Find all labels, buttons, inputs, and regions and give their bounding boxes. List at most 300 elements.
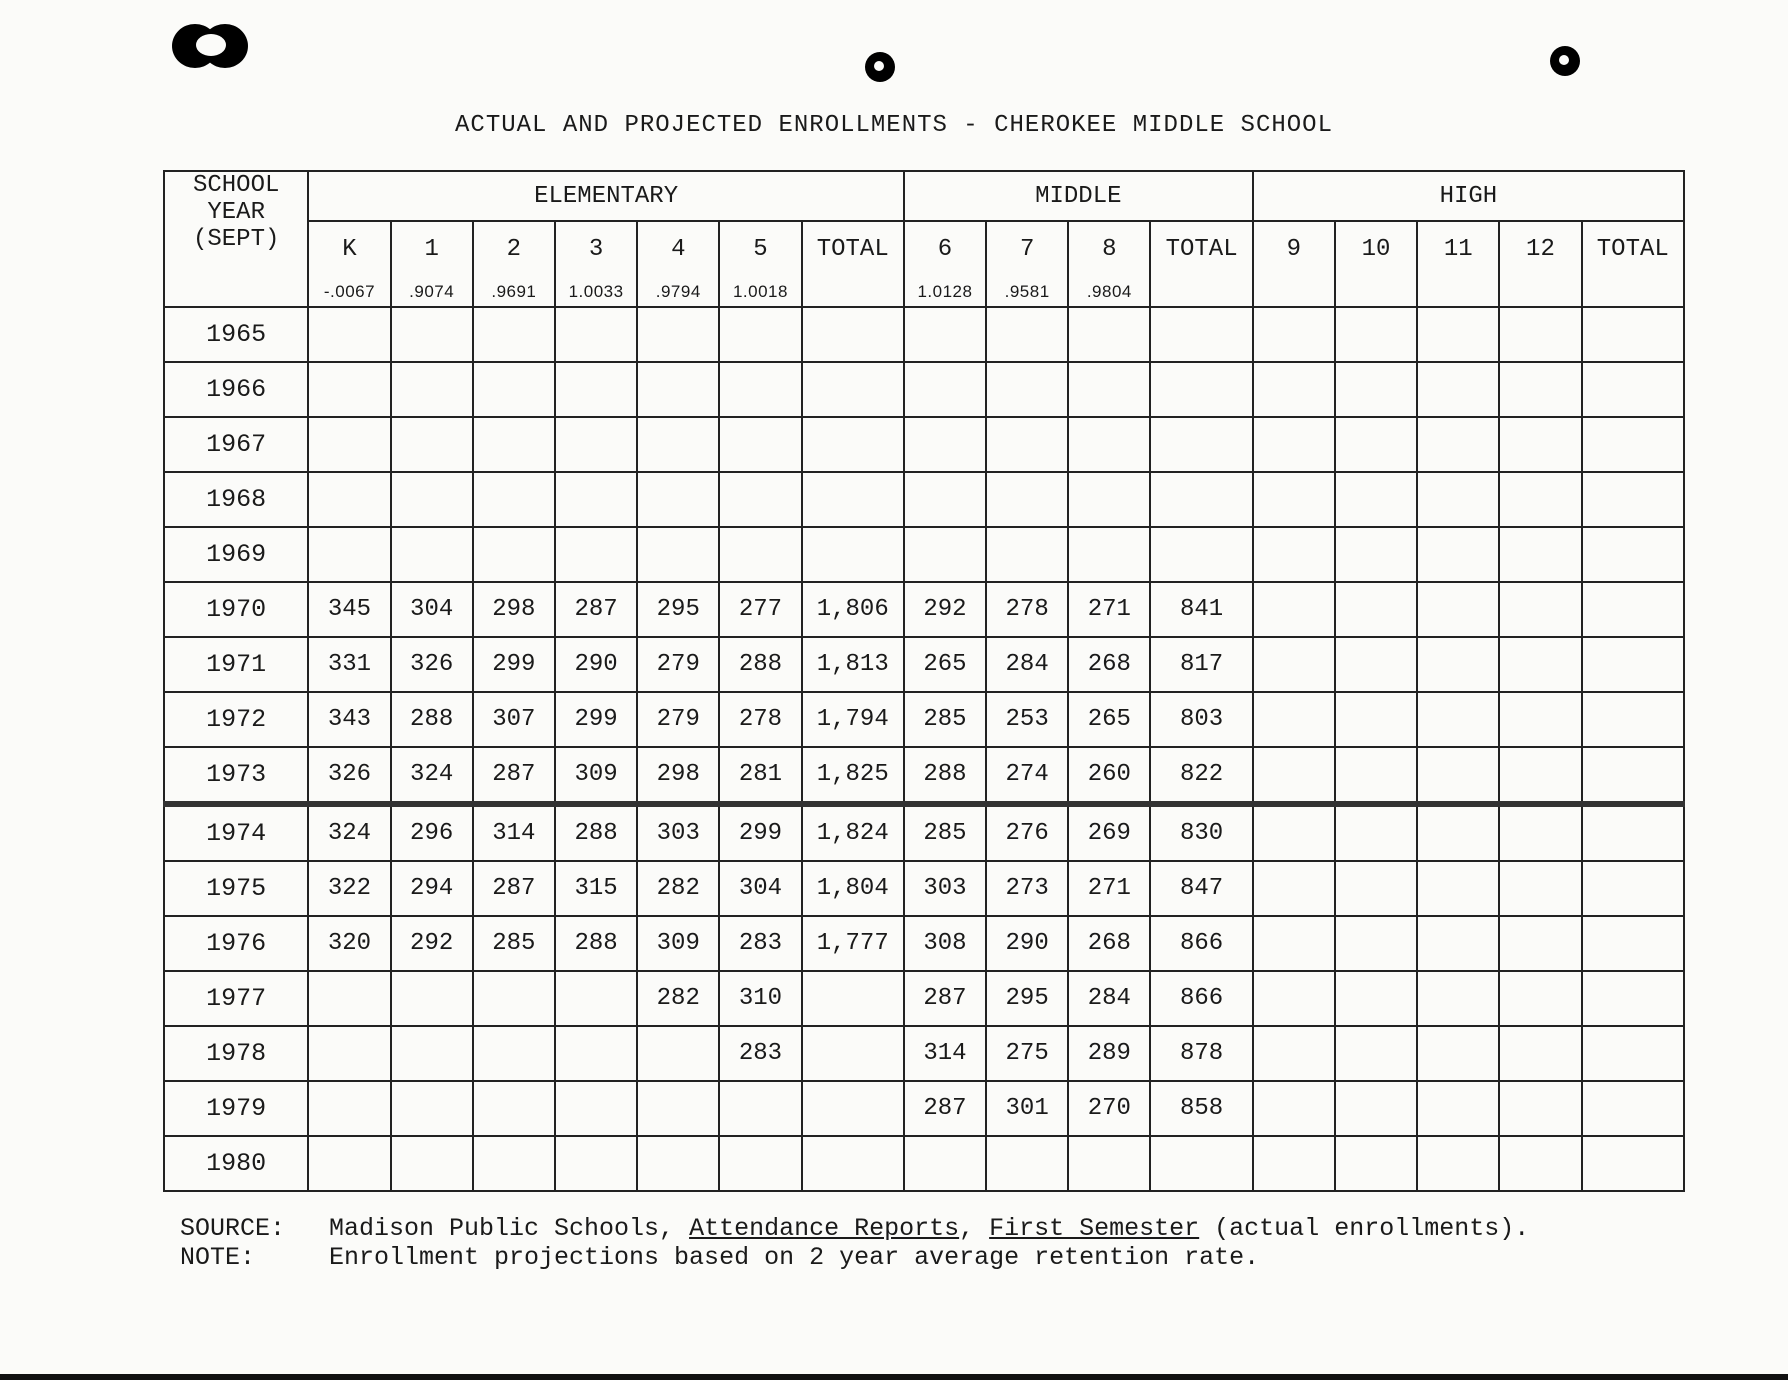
enrollment-cell: 288	[904, 747, 986, 804]
column-label: 7	[1019, 236, 1035, 263]
enrollment-cell: 817	[1150, 637, 1252, 692]
enrollment-cell	[1417, 472, 1499, 527]
enrollment-cell	[1417, 804, 1499, 861]
table-row	[164, 1136, 1684, 1191]
enrollment-cell: 1,806	[802, 582, 904, 637]
enrollment-cell	[1150, 472, 1252, 527]
enrollment-cell	[1499, 1136, 1581, 1191]
enrollment-cell: 289	[1068, 1026, 1150, 1081]
table-row	[164, 1081, 1684, 1136]
enrollment-cell	[1335, 861, 1417, 916]
enrollment-cell: 303	[904, 861, 986, 916]
enrollment-cell: 1,804	[802, 861, 904, 916]
enrollment-cell	[1499, 582, 1581, 637]
enrollment-cell	[1582, 417, 1684, 472]
enrollment-cell	[473, 1136, 555, 1191]
enrollment-cell	[637, 1136, 719, 1191]
enrollment-cell	[391, 472, 473, 527]
table-row	[164, 747, 1684, 804]
column-header	[986, 221, 1068, 307]
enrollment-cell: 271	[1068, 861, 1150, 916]
enrollment-cell	[1499, 916, 1581, 971]
enrollment-cell	[1582, 804, 1684, 861]
enrollment-cell	[802, 417, 904, 472]
enrollment-cell: 345	[308, 582, 390, 637]
enrollment-cell	[1417, 307, 1499, 362]
enrollment-cell: 299	[555, 692, 637, 747]
table-row	[164, 307, 1684, 362]
enrollment-cell: 282	[637, 971, 719, 1026]
enrollment-cell: 803	[1150, 692, 1252, 747]
enrollment-cell: 298	[473, 582, 555, 637]
enrollment-cell	[1253, 861, 1335, 916]
enrollment-cell	[1582, 1081, 1684, 1136]
column-header	[719, 221, 801, 307]
enrollment-cell: 281	[719, 747, 801, 804]
retention-rate: 1.0018	[732, 282, 788, 301]
enrollment-cell: 866	[1150, 971, 1252, 1026]
retention-rate: .9581	[1004, 282, 1050, 301]
enrollment-cell: 331	[308, 637, 390, 692]
retention-rate: -.0067	[323, 282, 376, 301]
enrollment-cell	[1582, 637, 1684, 692]
enrollment-cell	[1335, 916, 1417, 971]
enrollment-cell	[1499, 1026, 1581, 1081]
enrollment-cell: 287	[473, 861, 555, 916]
school-year-header: SCHOOL YEAR (SEPT)	[164, 171, 308, 307]
enrollment-cell	[1582, 307, 1684, 362]
enrollment-cell	[1253, 916, 1335, 971]
enrollment-cell	[1335, 1136, 1417, 1191]
column-header	[1068, 221, 1150, 307]
enrollment-cell	[1417, 861, 1499, 916]
enrollment-cell: 269	[1068, 804, 1150, 861]
enrollment-cell: 1,777	[802, 916, 904, 971]
enrollment-cell	[1499, 971, 1581, 1026]
enrollment-cell: 324	[391, 747, 473, 804]
column-header	[473, 221, 555, 307]
year-cell: 1969	[164, 527, 308, 582]
enrollment-cell: 295	[986, 971, 1068, 1026]
year-cell: 1976	[164, 916, 308, 971]
enrollment-cell	[1582, 916, 1684, 971]
year-cell: 1978	[164, 1026, 308, 1081]
enrollment-cell	[1499, 417, 1581, 472]
enrollment-cell	[637, 1026, 719, 1081]
enrollment-cell	[719, 527, 801, 582]
retention-rate: .9074	[409, 282, 455, 301]
enrollment-cell: 276	[986, 804, 1068, 861]
enrollment-cell	[637, 307, 719, 362]
enrollment-cell	[473, 971, 555, 1026]
enrollment-cell	[473, 307, 555, 362]
table-row	[164, 971, 1684, 1026]
enrollment-cell: 288	[555, 804, 637, 861]
enrollment-cell	[473, 417, 555, 472]
enrollment-cell	[1582, 527, 1684, 582]
enrollment-cell: 324	[308, 804, 390, 861]
enrollment-cell	[1335, 747, 1417, 804]
enrollment-cell	[1499, 692, 1581, 747]
table-row	[164, 362, 1684, 417]
enrollment-cell: 290	[555, 637, 637, 692]
enrollment-cell: 310	[719, 971, 801, 1026]
table-row	[164, 582, 1684, 637]
enrollment-cell	[986, 362, 1068, 417]
enrollment-cell	[719, 417, 801, 472]
enrollment-cell: 282	[637, 861, 719, 916]
enrollment-cell	[1417, 637, 1499, 692]
document-title: ACTUAL AND PROJECTED ENROLLMENTS - CHEROKEE MIDDLE SCHOOL	[455, 112, 1333, 139]
enrollment-cell	[1582, 582, 1684, 637]
enrollment-cell	[1253, 582, 1335, 637]
column-header	[802, 221, 904, 307]
enrollment-cell	[1417, 692, 1499, 747]
enrollment-cell	[904, 472, 986, 527]
enrollment-cell: 343	[308, 692, 390, 747]
enrollment-cell	[986, 472, 1068, 527]
enrollment-cell	[1499, 637, 1581, 692]
enrollment-cell	[1582, 1026, 1684, 1081]
enrollment-cell: 253	[986, 692, 1068, 747]
year-cell: 1968	[164, 472, 308, 527]
enrollment-cell: 858	[1150, 1081, 1252, 1136]
table-row	[164, 861, 1684, 916]
column-header	[308, 221, 390, 307]
enrollment-cell	[555, 971, 637, 1026]
enrollment-cell: 271	[1068, 582, 1150, 637]
enrollment-cell	[1253, 692, 1335, 747]
column-header	[555, 221, 637, 307]
enrollment-cell	[1499, 362, 1581, 417]
enrollment-cell	[1417, 417, 1499, 472]
enrollment-cell: 287	[555, 582, 637, 637]
enrollment-cell	[1253, 1026, 1335, 1081]
enrollment-cell	[308, 1081, 390, 1136]
column-header	[904, 221, 986, 307]
enrollment-cell: 287	[904, 971, 986, 1026]
retention-rate: 1.0128	[917, 282, 973, 301]
table-row	[164, 417, 1684, 472]
note-label: NOTE:	[180, 1243, 256, 1272]
enrollment-cell	[1417, 916, 1499, 971]
enrollment-cell	[555, 1081, 637, 1136]
enrollment-cell	[904, 417, 986, 472]
enrollment-cell	[1335, 1026, 1417, 1081]
enrollment-cell	[719, 1136, 801, 1191]
table-row	[164, 637, 1684, 692]
column-label: 5	[753, 236, 768, 263]
enrollment-cell: 283	[719, 916, 801, 971]
enrollment-cell	[986, 1136, 1068, 1191]
enrollment-cell	[1335, 307, 1417, 362]
enrollment-cell	[1068, 527, 1150, 582]
enrollment-cell: 315	[555, 861, 637, 916]
enrollment-cell: 1,824	[802, 804, 904, 861]
enrollment-cell: 288	[555, 916, 637, 971]
enrollment-cell	[308, 1136, 390, 1191]
enrollment-cell	[555, 417, 637, 472]
enrollment-cell	[391, 1136, 473, 1191]
high-header: HIGH	[1253, 171, 1684, 221]
enrollment-cell: 309	[637, 916, 719, 971]
enrollment-cell: 866	[1150, 916, 1252, 971]
year-cell: 1979	[164, 1081, 308, 1136]
enrollment-cell	[1417, 1026, 1499, 1081]
enrollment-cell	[802, 362, 904, 417]
enrollment-cell: 279	[637, 692, 719, 747]
column-header	[1253, 221, 1335, 307]
enrollment-cell	[1150, 417, 1252, 472]
enrollment-cell	[555, 362, 637, 417]
table-row	[164, 1026, 1684, 1081]
source-text: Madison Public Schools, Attendance Reports, First Semester (actual enrollments).	[329, 1214, 1530, 1243]
enrollment-cell: 275	[986, 1026, 1068, 1081]
table-row	[164, 804, 1684, 861]
enrollment-cell: 322	[308, 861, 390, 916]
enrollment-cell	[391, 362, 473, 417]
enrollment-cell	[555, 1026, 637, 1081]
enrollment-cell	[473, 472, 555, 527]
enrollment-cell: 285	[473, 916, 555, 971]
enrollment-cell: 314	[904, 1026, 986, 1081]
enrollment-cell: 326	[308, 747, 390, 804]
table-row	[164, 527, 1684, 582]
enrollment-cell	[1335, 637, 1417, 692]
enrollment-cell: 285	[904, 692, 986, 747]
enrollment-cell: 309	[555, 747, 637, 804]
enrollment-cell	[1068, 307, 1150, 362]
enrollment-cell	[1068, 417, 1150, 472]
enrollment-cell	[802, 1026, 904, 1081]
enrollment-cell	[391, 971, 473, 1026]
enrollment-cell	[1253, 527, 1335, 582]
note-text: Enrollment projections based on 2 year average retention rate.	[329, 1243, 1260, 1272]
enrollment-cell	[637, 527, 719, 582]
table-row	[164, 692, 1684, 747]
enrollment-cell	[555, 307, 637, 362]
enrollment-cell: 284	[986, 637, 1068, 692]
source-label: SOURCE:	[180, 1214, 286, 1243]
enrollment-cell: 268	[1068, 637, 1150, 692]
enrollment-cell	[802, 527, 904, 582]
enrollment-cell: 830	[1150, 804, 1252, 861]
enrollment-cell: 274	[986, 747, 1068, 804]
enrollment-cell	[391, 527, 473, 582]
enrollment-cell	[904, 362, 986, 417]
enrollment-cell	[637, 472, 719, 527]
column-label: K	[342, 236, 357, 263]
enrollment-cell: 279	[637, 637, 719, 692]
enrollment-cell	[719, 362, 801, 417]
enrollment-cell: 260	[1068, 747, 1150, 804]
year-cell: 1970	[164, 582, 308, 637]
enrollment-cell	[1253, 1081, 1335, 1136]
year-cell: 1973	[164, 747, 308, 804]
enrollment-cell	[1582, 1136, 1684, 1191]
enrollment-cell	[719, 307, 801, 362]
enrollment-cell: 299	[719, 804, 801, 861]
year-cell: 1980	[164, 1136, 308, 1191]
enrollment-cell	[1335, 527, 1417, 582]
enrollment-cell	[904, 307, 986, 362]
enrollment-cell	[473, 362, 555, 417]
enrollment-cell: 294	[391, 861, 473, 916]
enrollment-cell	[473, 1026, 555, 1081]
enrollment-cell	[1335, 417, 1417, 472]
enrollment-cell: 285	[904, 804, 986, 861]
enrollment-cell	[1417, 582, 1499, 637]
enrollment-cell	[986, 527, 1068, 582]
enrollment-table	[163, 170, 1685, 1192]
enrollment-cell: 878	[1150, 1026, 1252, 1081]
enrollment-cell	[473, 1081, 555, 1136]
enrollment-cell: 304	[391, 582, 473, 637]
enrollment-cell	[1582, 692, 1684, 747]
column-header	[391, 221, 473, 307]
enrollment-cell	[1335, 472, 1417, 527]
column-label: 4	[671, 236, 686, 263]
enrollment-cell: 822	[1150, 747, 1252, 804]
enrollment-cell	[1253, 362, 1335, 417]
column-header	[1582, 221, 1684, 307]
enrollment-cell	[391, 417, 473, 472]
enrollment-cell	[1417, 1081, 1499, 1136]
enrollment-cell	[1253, 747, 1335, 804]
enrollment-cell	[1417, 1136, 1499, 1191]
enrollment-cell	[1150, 527, 1252, 582]
retention-rate: .9794	[655, 282, 701, 301]
enrollment-cell	[1417, 527, 1499, 582]
enrollment-cell	[986, 417, 1068, 472]
enrollment-cell	[308, 417, 390, 472]
year-cell: 1967	[164, 417, 308, 472]
enrollment-cell: 268	[1068, 916, 1150, 971]
year-cell: 1974	[164, 804, 308, 861]
enrollment-cell	[802, 1136, 904, 1191]
column-label: TOTAL	[816, 236, 889, 263]
enrollment-cell	[1335, 804, 1417, 861]
enrollment-cell: 283	[719, 1026, 801, 1081]
enrollment-cell	[1253, 307, 1335, 362]
enrollment-cell	[1150, 307, 1252, 362]
enrollment-cell	[308, 971, 390, 1026]
column-header	[637, 221, 719, 307]
enrollment-cell	[1499, 747, 1581, 804]
enrollment-cell	[1253, 472, 1335, 527]
enrollment-cell: 307	[473, 692, 555, 747]
enrollment-cell	[904, 527, 986, 582]
note-line	[180, 1243, 1529, 1272]
column-label: 12	[1526, 236, 1555, 263]
enrollment-cell: 265	[904, 637, 986, 692]
enrollment-cell	[308, 307, 390, 362]
year-cell: 1975	[164, 861, 308, 916]
enrollment-cell	[1335, 1081, 1417, 1136]
column-label: 1	[424, 236, 439, 263]
enrollment-cell: 308	[904, 916, 986, 971]
year-cell: 1971	[164, 637, 308, 692]
year-cell: 1972	[164, 692, 308, 747]
enrollment-cell: 304	[719, 861, 801, 916]
enrollment-cell: 287	[473, 747, 555, 804]
enrollment-cell	[1335, 971, 1417, 1026]
grade-header-row	[164, 221, 1684, 307]
enrollment-cell	[1582, 861, 1684, 916]
column-header	[1150, 221, 1252, 307]
enrollment-cell	[1150, 362, 1252, 417]
enrollment-cell	[1068, 472, 1150, 527]
enrollment-cell	[1150, 1136, 1252, 1191]
enrollment-cell	[1499, 527, 1581, 582]
middle-header: MIDDLE	[904, 171, 1253, 221]
enrollment-cell	[391, 1026, 473, 1081]
enrollment-cell: 288	[719, 637, 801, 692]
enrollment-cell	[308, 1026, 390, 1081]
enrollment-cell: 290	[986, 916, 1068, 971]
year-cell: 1977	[164, 971, 308, 1026]
enrollment-cell: 296	[391, 804, 473, 861]
enrollment-cell: 278	[986, 582, 1068, 637]
enrollment-cell	[1068, 362, 1150, 417]
enrollment-cell	[1068, 1136, 1150, 1191]
year-cell: 1966	[164, 362, 308, 417]
column-label: TOTAL	[1596, 236, 1669, 263]
enrollment-cell	[802, 307, 904, 362]
enrollment-cell: 273	[986, 861, 1068, 916]
punch-hole-double	[172, 24, 248, 68]
column-label: TOTAL	[1165, 236, 1238, 263]
enrollment-cell: 1,794	[802, 692, 904, 747]
elementary-header: ELEMENTARY	[308, 171, 903, 221]
column-header	[1499, 221, 1581, 307]
enrollment-cell: 284	[1068, 971, 1150, 1026]
enrollment-cell	[308, 472, 390, 527]
enrollment-cell	[719, 472, 801, 527]
enrollment-cell	[1253, 971, 1335, 1026]
enrollment-cell	[1582, 971, 1684, 1026]
page-bottom-edge	[0, 1374, 1788, 1380]
enrollment-cell: 292	[904, 582, 986, 637]
enrollment-cell: 278	[719, 692, 801, 747]
enrollment-cell	[555, 1136, 637, 1191]
enrollment-cell: 265	[1068, 692, 1150, 747]
enrollment-cell	[1335, 582, 1417, 637]
enrollment-cell	[391, 1081, 473, 1136]
year-cell: 1965	[164, 307, 308, 362]
enrollment-cell	[1499, 307, 1581, 362]
column-label: 11	[1443, 236, 1473, 263]
column-label: 2	[506, 236, 522, 263]
retention-rate: .9804	[1086, 282, 1132, 301]
column-header	[1335, 221, 1417, 307]
column-header	[1417, 221, 1499, 307]
group-header-row	[164, 171, 1684, 221]
enrollment-cell: 292	[391, 916, 473, 971]
enrollment-cell	[391, 307, 473, 362]
enrollment-cell: 287	[904, 1081, 986, 1136]
enrollment-cell	[1335, 362, 1417, 417]
enrollment-cell	[802, 1081, 904, 1136]
column-label: 9	[1286, 236, 1302, 263]
enrollment-cell	[1499, 472, 1581, 527]
footer-notes	[180, 1214, 1529, 1272]
enrollment-cell	[986, 307, 1068, 362]
enrollment-cell	[802, 971, 904, 1026]
enrollment-cell	[473, 527, 555, 582]
enrollment-cell	[1582, 747, 1684, 804]
enrollment-cell	[719, 1081, 801, 1136]
